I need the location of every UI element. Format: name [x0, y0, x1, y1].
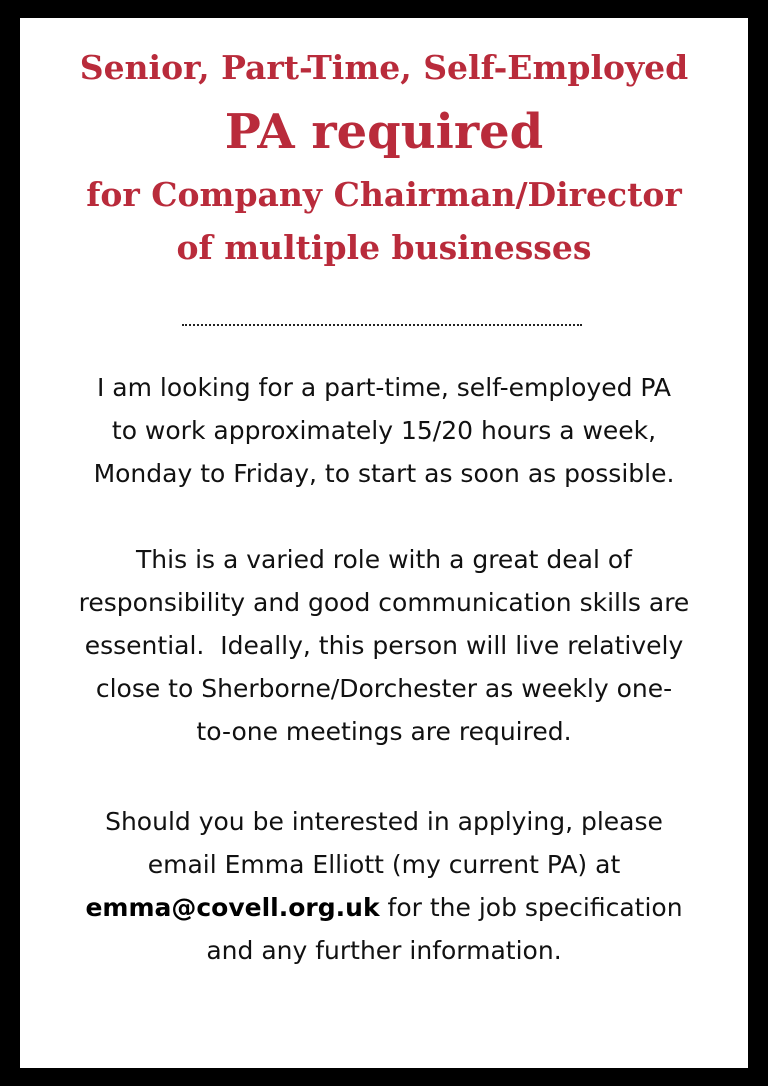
headline-seniority: Senior, Part-Time, Self-Employed [79, 48, 689, 87]
headline-for: for Company Chairman/Director [86, 175, 682, 214]
role-line: close to Sherborne/Dorchester as weekly one- [95, 674, 673, 703]
apply-line: and any further information. [206, 936, 562, 965]
role-paragraph [40, 538, 728, 753]
intro-paragraph [40, 366, 728, 495]
role-line: to-one meetings are required. [196, 717, 572, 746]
apply-line-rest: for the job specification [379, 893, 683, 922]
role-line: This is a varied role with a great deal of [136, 545, 632, 574]
apply-line: Should you be interested in applying, please [105, 807, 663, 836]
apply-paragraph [40, 800, 728, 972]
headline-role: PA required [224, 104, 544, 160]
intro-line: to work approximately 15/20 hours a week, [111, 416, 657, 445]
role-line: responsibility and good communication skills are [78, 588, 690, 617]
apply-line: email Emma Elliott (my current PA) at [147, 850, 621, 879]
role-line: essential. Ideally, this person will live relatively [84, 631, 684, 660]
intro-line: I am looking for a part-time, self-employed PA [96, 373, 672, 402]
intro-line: Monday to Friday, to start as soon as possible. [93, 459, 675, 488]
headline-businesses: of multiple businesses [176, 228, 592, 267]
apply-line-email [40, 886, 728, 929]
advert-page [20, 18, 748, 1068]
contact-email-link[interactable]: emma@covell.org.uk [85, 893, 380, 922]
dotted-divider [182, 324, 582, 326]
